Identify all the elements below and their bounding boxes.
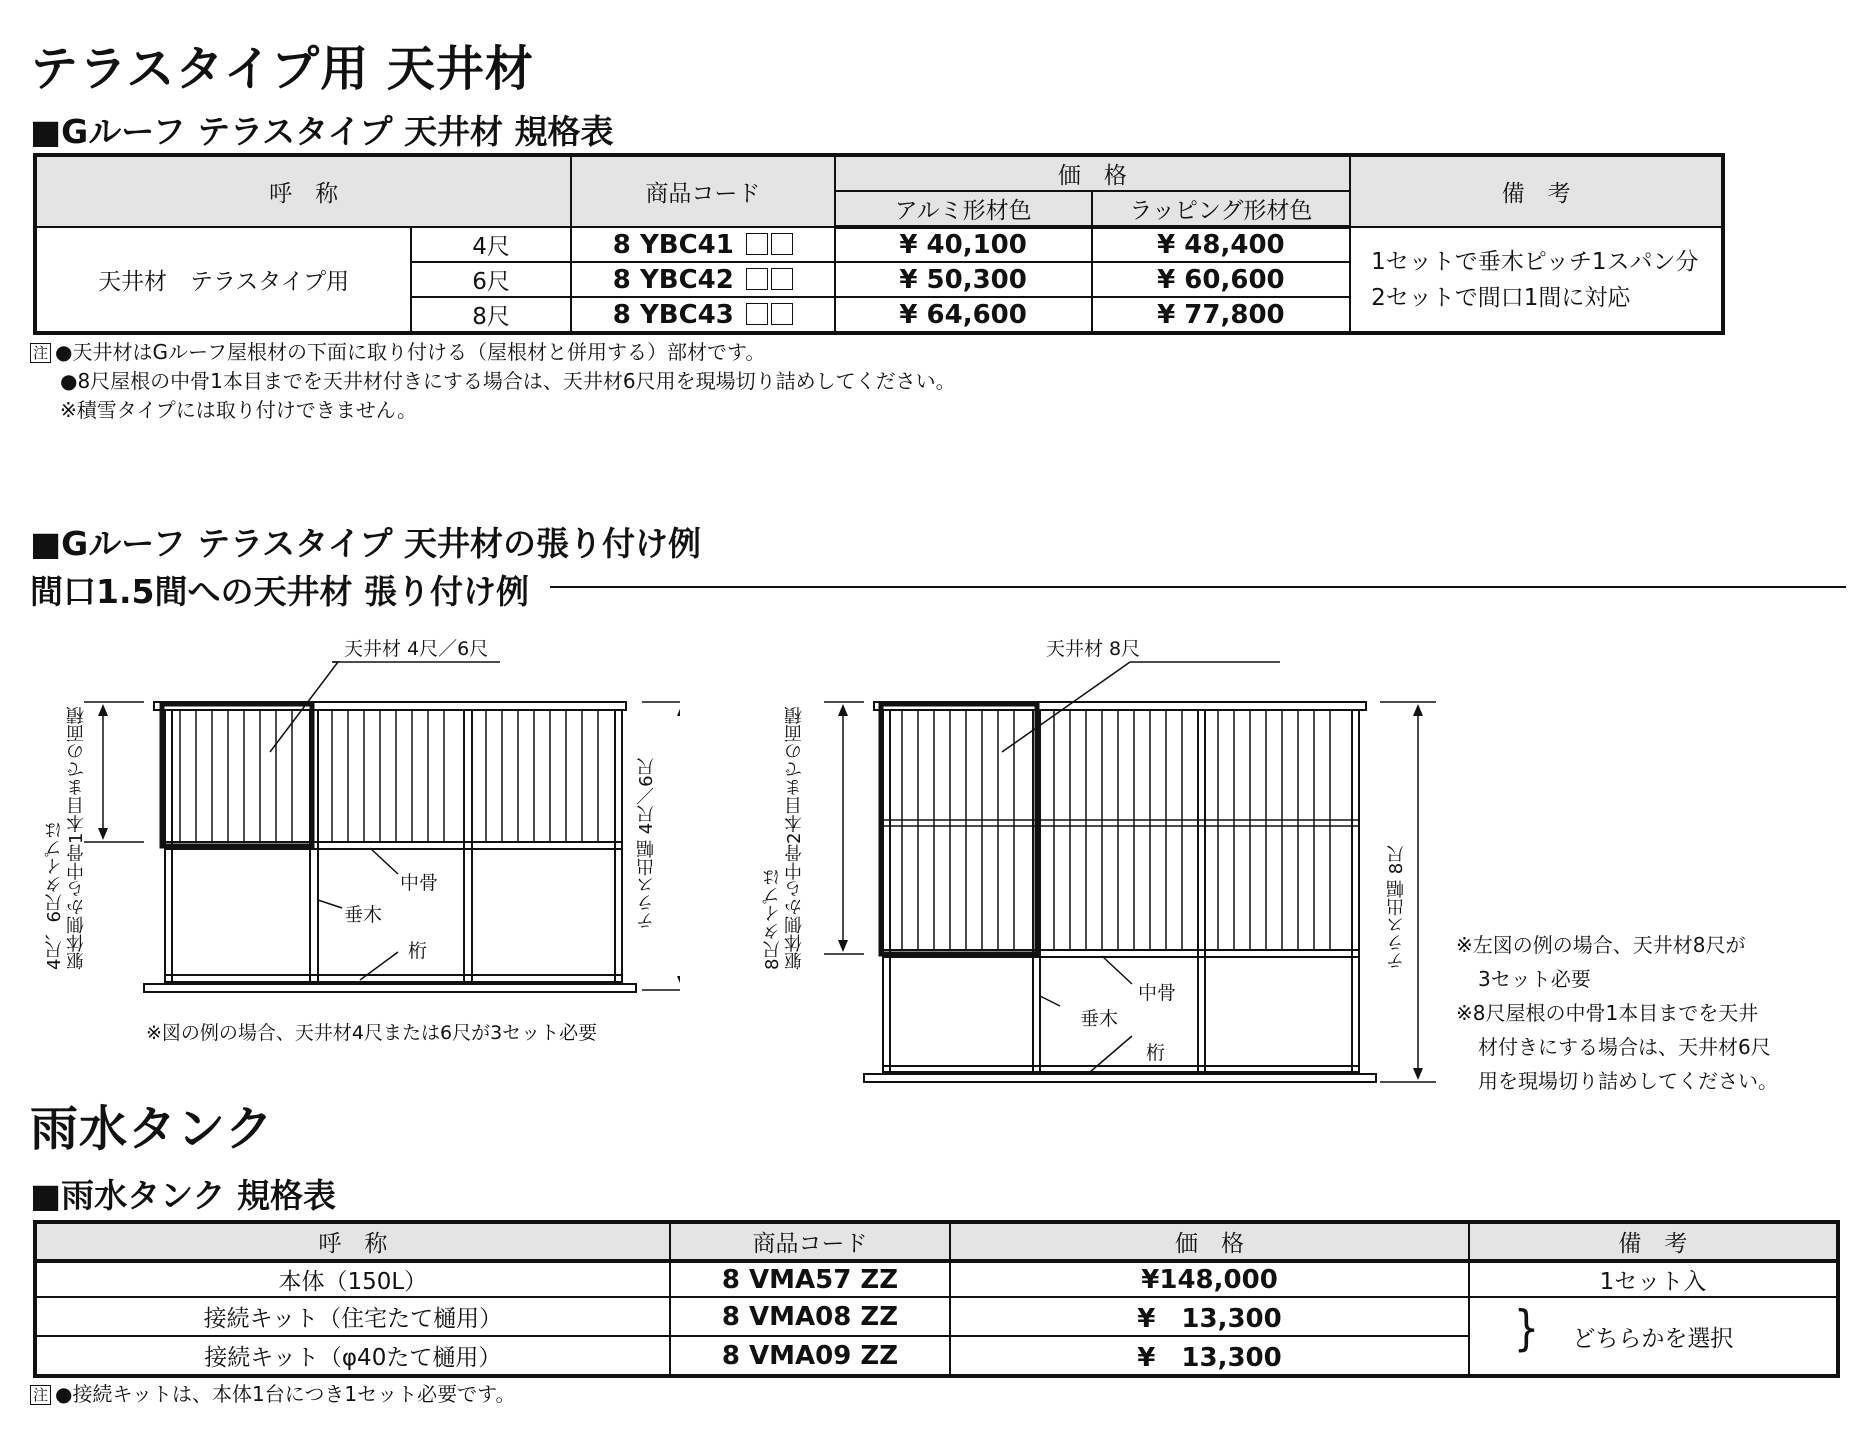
item-name: 天井材 テラスタイプ用 <box>35 227 411 333</box>
price-alumi: ¥ 50,300 <box>835 262 1092 297</box>
size-cell: 4尺 <box>411 227 571 262</box>
blank-box <box>746 268 768 290</box>
remark-line: 1セットで垂木ピッチ1スパン分 <box>1371 248 1699 275</box>
header-name: 呼 称 <box>35 155 571 227</box>
price-wrap: ¥ 77,800 <box>1092 297 1350 333</box>
blank-box <box>746 303 768 325</box>
blank-box <box>771 233 793 255</box>
subheading-example: 間口1.5間への天井材 張り付け例 <box>30 572 529 611</box>
code-cell: 8 VMA09 ZZ <box>670 1336 951 1376</box>
price-alumi: ¥ 40,100 <box>835 227 1092 262</box>
code-cell: 8 VMA08 ZZ <box>670 1297 951 1336</box>
diagram-4-6shaku <box>0 620 680 1040</box>
label-ceiling-4-6: 天井材 4尺／6尺 <box>344 638 489 660</box>
price-alumi: ¥ 64,600 <box>835 297 1092 333</box>
header-code: 商品コード <box>571 155 834 227</box>
heading-rule <box>550 586 1846 588</box>
item-name: 接続キット（住宅たて樋用） <box>35 1297 670 1336</box>
page-title-tank: 雨水タンク <box>30 1101 275 1157</box>
label-nakabone: 中骨 <box>1138 982 1177 1004</box>
remark-cell-choice: } どちらかを選択 <box>1469 1297 1838 1376</box>
item-name: 本体（150L） <box>35 1261 670 1297</box>
ceiling-spec-table <box>33 153 1725 335</box>
code-cell: 8 VMA57 ZZ <box>670 1261 951 1297</box>
header-name: 呼 称 <box>35 1222 670 1261</box>
label-ceiling-8: 天井材 8尺 <box>1046 638 1141 660</box>
section-heading-spec: ■Gルーフ テラスタイプ 天井材 規格表 <box>30 112 614 151</box>
price-wrap: ¥ 60,600 <box>1092 262 1350 297</box>
brace-icon: } <box>1513 1301 1540 1357</box>
size-cell: 6尺 <box>411 262 571 297</box>
label-nakabone: 中骨 <box>400 872 439 894</box>
caption-diagram1: ※図の例の場合、天井材4尺または6尺が3セット必要 <box>146 1022 598 1044</box>
blank-box <box>771 303 793 325</box>
blank-box <box>746 233 768 255</box>
tank-spec-table <box>33 1220 1840 1378</box>
item-name: 接続キット（φ40たて樋用） <box>35 1336 670 1376</box>
note-mark: 注 <box>30 343 51 363</box>
label-taruki: 垂木 <box>1080 1008 1119 1030</box>
note-mark: 注 <box>30 1385 51 1405</box>
header-price: 価 格 <box>950 1222 1469 1261</box>
notes-ceiling: 注 ●天井材はGルーフ屋根材の下面に取り付ける（屋根材と併用する）部材です。 ●8尺屋根の中骨1本目までを天井材付きにする場合は、天井材6尺用を現場切り詰めしてください。 ※積雪タイプには取り付けできません。 <box>30 338 956 425</box>
header-alumi: アルミ形材色 <box>835 191 1092 227</box>
vlabel-depth-8: テラス出幅 8尺 <box>1386 844 1407 970</box>
header-wrap: ラッピング形材色 <box>1092 191 1350 227</box>
header-remarks: 備 考 <box>1469 1222 1838 1261</box>
price-wrap: ¥ 48,400 <box>1092 227 1350 262</box>
label-taruki: 垂木 <box>344 904 383 926</box>
size-cell: 8尺 <box>411 297 571 333</box>
notes-tank: 注 ●接続キットは、本体1台につき1セット必要です。 <box>30 1380 516 1409</box>
label-keta: 桁 <box>1146 1042 1166 1064</box>
remark-line: 2セットで間口1間に対応 <box>1371 284 1631 311</box>
vlabel-depth-4-6: テラス出幅 4尺／6尺 <box>636 757 657 930</box>
header-remarks: 備 考 <box>1350 155 1723 227</box>
vlabel-area-8: 8尺タイプは 躯体側から中骨2本目までの面積 <box>762 706 805 970</box>
page-title-ceiling: テラスタイプ用 天井材 <box>30 41 534 97</box>
price-cell: ¥ 13,300 <box>950 1297 1469 1336</box>
remarks-cell <box>1350 227 1723 333</box>
price-cell: ¥148,000 <box>950 1261 1469 1297</box>
section-heading-example: ■Gルーフ テラスタイプ 天井材の張り付け例 <box>30 524 701 563</box>
label-keta: 桁 <box>408 940 428 962</box>
price-cell: ¥ 13,300 <box>950 1336 1469 1376</box>
blank-box <box>771 268 793 290</box>
vlabel-area-4-6: 4尺、6尺タイプは 躯体側から中骨1本目までの面積 <box>44 706 87 970</box>
code-cell: 8 YBC43 <box>571 297 834 333</box>
code-cell: 8 YBC42 <box>571 262 834 297</box>
header-price: 価 格 <box>835 155 1351 191</box>
header-code: 商品コード <box>670 1222 951 1261</box>
remark-cell: 1セット入 <box>1469 1261 1838 1297</box>
code-cell: 8 YBC41 <box>571 227 834 262</box>
section-heading-tank: ■雨水タンク 規格表 <box>30 1176 337 1215</box>
remarks-diagram2: ※左図の例の場合、天井材8尺が 3セット必要 ※8尺屋根の中骨1本目までを天井 材付きにする場合は、天井材6尺 用を現場切り詰めしてください。 <box>1456 933 1778 1093</box>
